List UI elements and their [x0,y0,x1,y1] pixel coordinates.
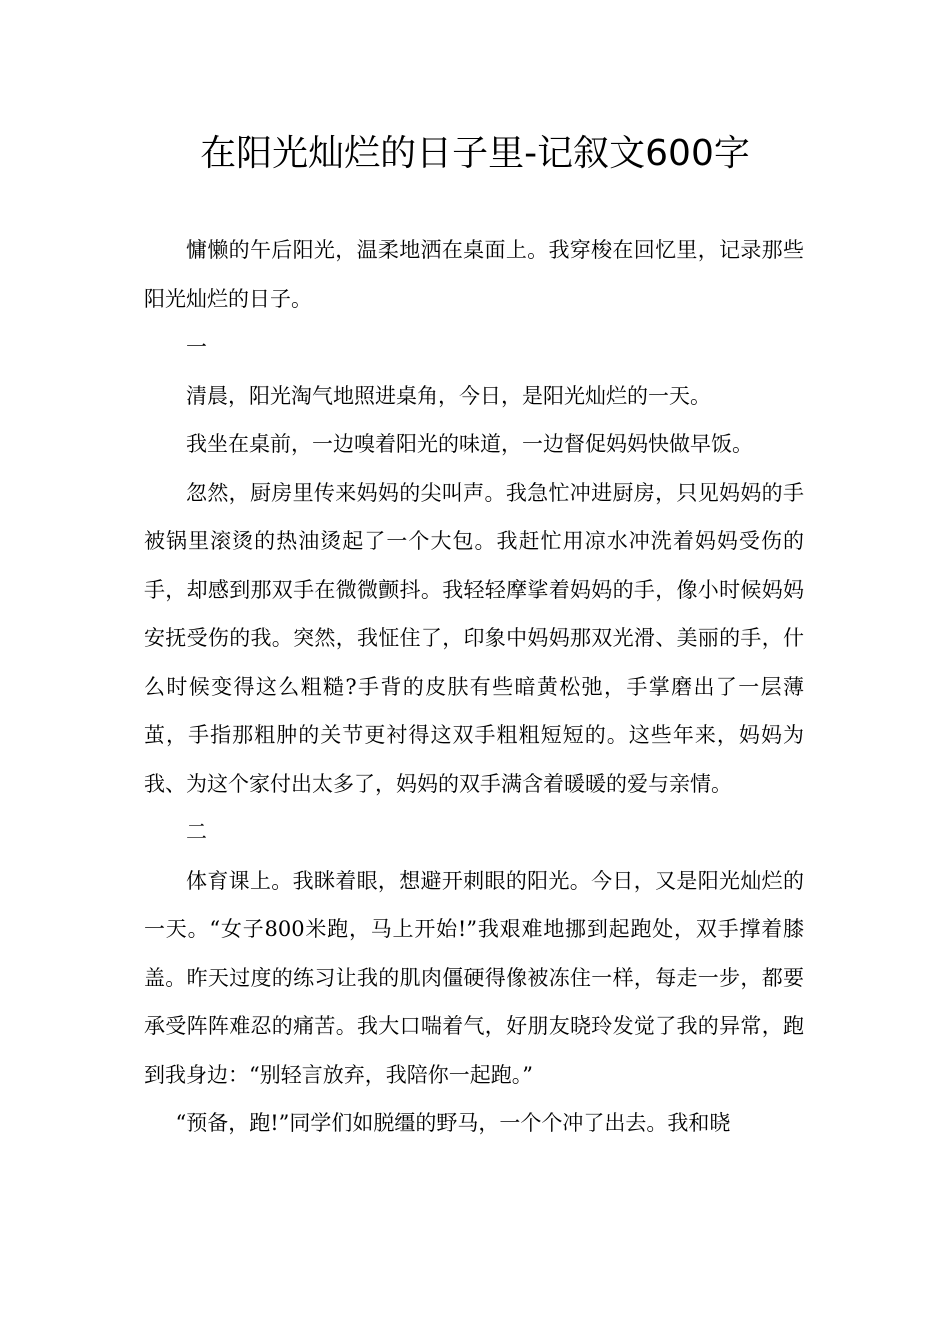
document-title: 在阳光灿烂的日子里-记叙文600字 [200,133,750,174]
paragraph-intro: 慵懒的午后阳光，温柔地洒在桌面上。我穿梭在回忆里，记录那些阳光灿烂的日子。 [144,238,804,311]
section-heading-one: 一 [186,335,207,359]
paragraph-pe-class: 体育课上。我眯着眼，想避开刺眼的阳光。今日，又是阳光灿烂的一天。“女子800米跑，马上开始!”我艰难地挪到起跑处，双手撑着膝盖。昨天过度的练习让我的肌肉僵硬得像被冻住一样，每走一步，都要承受阵阵难忍的痛苦。我大口喘着气，好朋友晓玲发觉了我的异常，跑到我身边：“别轻言放弃，我陪你一起跑。” [144,868,804,1087]
paragraph-mother-hands: 忽然，厨房里传来妈妈的尖叫声。我急忙冲进厨房，只见妈妈的手被锅里滚烫的热油烫起了一个大包。我赶忙用凉水冲洗着妈妈受伤的手，却感到那双手在微微颤抖。我轻轻摩挲着妈妈的手，像小时候妈妈安抚受伤的我。突然，我怔住了，印象中妈妈那双光滑、美丽的手，什么时候变得这么粗糙?手背的皮肤有些暗黄松弛，手掌磨出了一层薄茧，手指那粗肿的关节更衬得这双手粗粗短短的。这些年来，妈妈为我、为这个家付出太多了，妈妈的双手满含着暖暖的爱与亲情。 [144,480,804,796]
paragraph-morning: 清晨，阳光淘气地照进桌角，今日，是阳光灿烂的一天。 [186,383,711,408]
paragraph-breakfast: 我坐在桌前，一边嗅着阳光的味道，一边督促妈妈快做早饭。 [186,432,753,456]
section-heading-two: 二 [186,820,207,844]
paragraph-race-start: “预备，跑!”同学们如脱缰的野马，一个个冲了出去。我和晓 [175,1111,731,1135]
document-body [144,226,804,1148]
